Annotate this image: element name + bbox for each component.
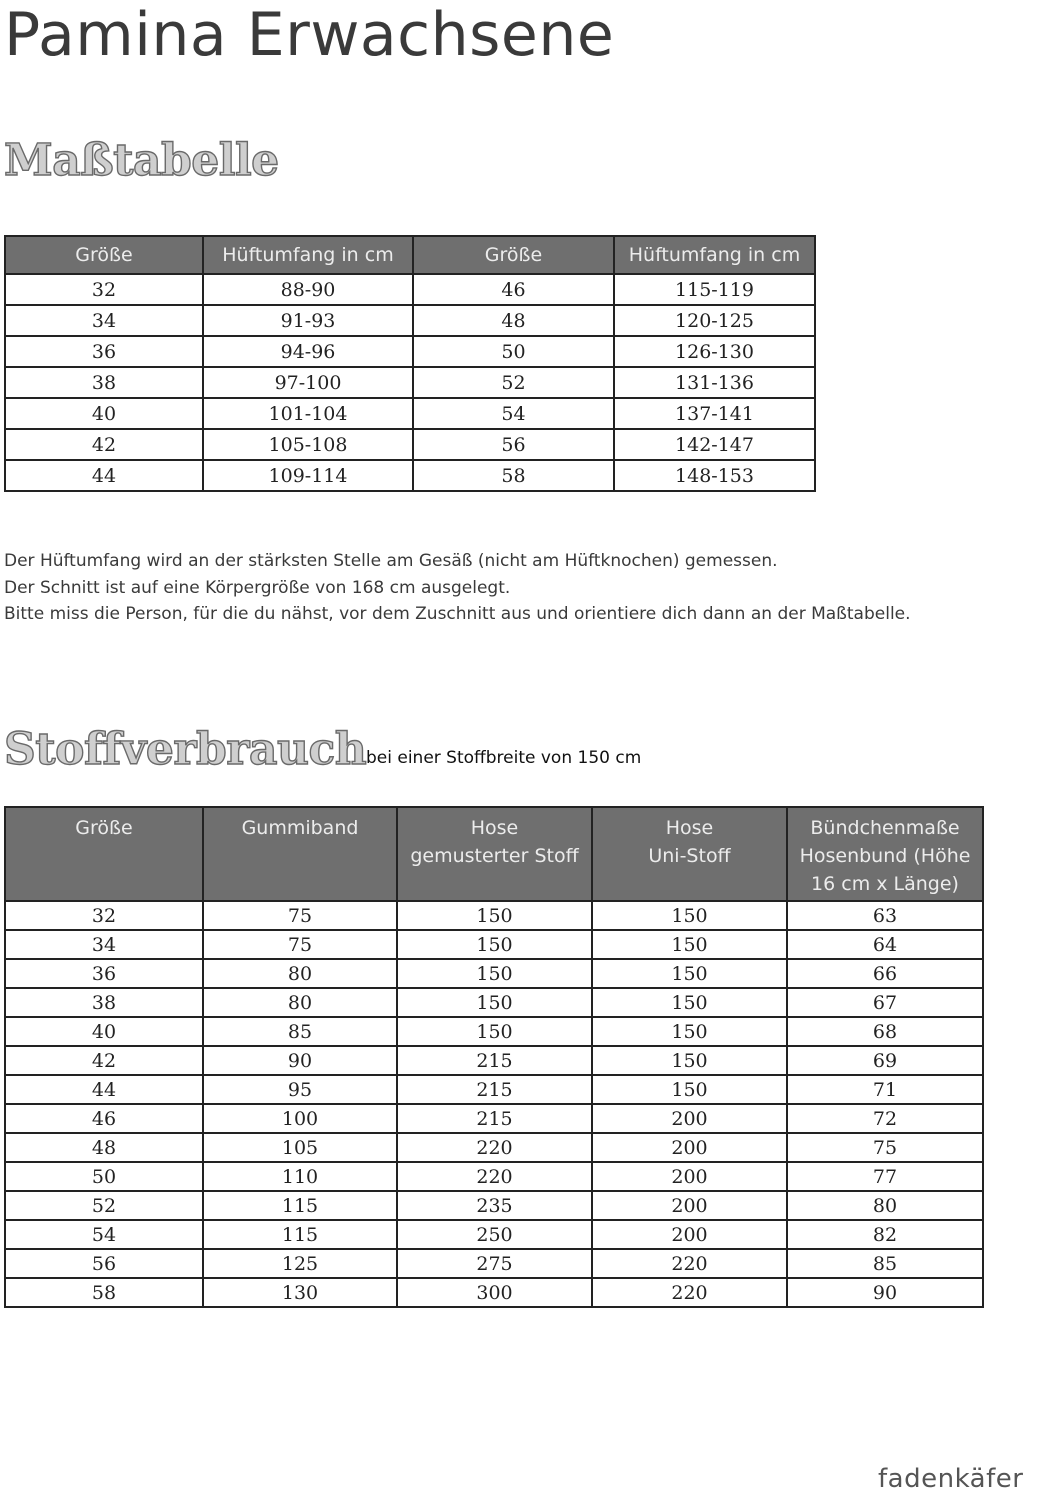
table-cell: 88-90 — [203, 274, 413, 305]
table-cell: 95 — [203, 1075, 397, 1104]
table-row — [5, 930, 983, 959]
table-cell: 77 — [787, 1162, 983, 1191]
table-cell: 32 — [5, 274, 203, 305]
table-cell: 75 — [787, 1133, 983, 1162]
header-cell — [203, 807, 397, 901]
table-cell: 150 — [592, 901, 787, 930]
table-cell: 109-114 — [203, 460, 413, 491]
size-chart-title: Maßtabelle — [4, 135, 279, 186]
table-row — [5, 336, 815, 367]
table-cell: 72 — [787, 1104, 983, 1133]
table-cell: 101-104 — [203, 398, 413, 429]
table-cell: 110 — [203, 1162, 397, 1191]
table-cell: 200 — [592, 1133, 787, 1162]
brand-logo: fadenkäfer — [878, 1464, 1024, 1494]
table-cell: 220 — [397, 1133, 592, 1162]
header-line: Hose — [470, 817, 519, 839]
table-cell: 64 — [787, 930, 983, 959]
table-cell: 80 — [787, 1191, 983, 1220]
table-cell: 40 — [5, 1017, 203, 1046]
table-cell: 40 — [5, 398, 203, 429]
table-cell: 115 — [203, 1191, 397, 1220]
table-cell: 220 — [592, 1278, 787, 1307]
table-cell: 85 — [203, 1017, 397, 1046]
table-cell: 150 — [592, 1046, 787, 1075]
table-cell: 69 — [787, 1046, 983, 1075]
table-cell: 80 — [203, 988, 397, 1017]
table-cell: 150 — [592, 988, 787, 1017]
table-header-row — [5, 236, 815, 274]
table-cell: 120-125 — [614, 305, 815, 336]
table-cell: 36 — [5, 959, 203, 988]
table-cell: 42 — [5, 1046, 203, 1075]
table-row — [5, 305, 815, 336]
table-row — [5, 959, 983, 988]
table-row — [5, 1133, 983, 1162]
table-row — [5, 1046, 983, 1075]
header-cell — [787, 807, 983, 901]
table-cell: 54 — [5, 1220, 203, 1249]
table-row — [5, 274, 815, 305]
header-line: gemusterter Stoff — [410, 845, 579, 867]
header-cell: Hüftumfang in cm — [203, 236, 413, 274]
header-cell: Größe — [5, 236, 203, 274]
table-row — [5, 901, 983, 930]
table-cell: 50 — [413, 336, 614, 367]
table-cell: 75 — [203, 930, 397, 959]
table-cell: 150 — [592, 959, 787, 988]
table-row — [5, 1220, 983, 1249]
header-cell — [592, 807, 787, 901]
table-row — [5, 1191, 983, 1220]
table-cell: 90 — [787, 1278, 983, 1307]
table-cell: 67 — [787, 988, 983, 1017]
table-cell: 54 — [413, 398, 614, 429]
table-cell: 150 — [397, 959, 592, 988]
header-line: Größe — [75, 817, 133, 839]
table-cell: 38 — [5, 988, 203, 1017]
table-cell: 131-136 — [614, 367, 815, 398]
header-cell — [397, 807, 592, 901]
table-cell: 85 — [787, 1249, 983, 1278]
table-cell: 90 — [203, 1046, 397, 1075]
header-line: Uni-Stoff — [648, 845, 731, 867]
table-cell: 80 — [203, 959, 397, 988]
size-chart-body — [5, 274, 815, 491]
page-title: Pamina Erwachsene — [4, 0, 615, 70]
table-cell: 150 — [397, 901, 592, 930]
table-cell: 200 — [592, 1162, 787, 1191]
table-cell: 52 — [413, 367, 614, 398]
table-cell: 82 — [787, 1220, 983, 1249]
table-header-row — [5, 807, 983, 901]
table-cell: 68 — [787, 1017, 983, 1046]
table-cell: 105 — [203, 1133, 397, 1162]
notes — [4, 548, 1024, 628]
table-cell: 200 — [592, 1220, 787, 1249]
table-cell: 44 — [5, 1075, 203, 1104]
table-cell: 48 — [413, 305, 614, 336]
table-cell: 42 — [5, 429, 203, 460]
table-cell: 75 — [203, 901, 397, 930]
table-cell: 63 — [787, 901, 983, 930]
table-cell: 215 — [397, 1104, 592, 1133]
fabric-title: Stoffverbrauch — [4, 724, 367, 775]
table-cell: 44 — [5, 460, 203, 491]
table-cell: 150 — [592, 1017, 787, 1046]
table-row — [5, 1162, 983, 1191]
header-cell: Hüftumfang in cm — [614, 236, 815, 274]
table-cell: 34 — [5, 305, 203, 336]
table-cell: 36 — [5, 336, 203, 367]
note-line: Der Schnitt ist auf eine Körpergröße von 168 cm ausgelegt. — [4, 577, 511, 598]
table-cell: 58 — [5, 1278, 203, 1307]
table-cell: 220 — [397, 1162, 592, 1191]
table-cell: 38 — [5, 367, 203, 398]
table-cell: 58 — [413, 460, 614, 491]
table-cell: 220 — [592, 1249, 787, 1278]
table-cell: 66 — [787, 959, 983, 988]
fabric-table-body — [5, 901, 983, 1307]
table-row — [5, 1249, 983, 1278]
table-cell: 56 — [5, 1249, 203, 1278]
table-row — [5, 398, 815, 429]
table-cell: 200 — [592, 1104, 787, 1133]
table-cell: 32 — [5, 901, 203, 930]
note-line: Der Hüftumfang wird an der stärksten Stelle am Gesäß (nicht am Hüftknochen) gemessen. — [4, 551, 778, 571]
header-cell — [5, 807, 203, 901]
table-cell: 250 — [397, 1220, 592, 1249]
table-row — [5, 460, 815, 491]
table-cell: 215 — [397, 1075, 592, 1104]
table-cell: 130 — [203, 1278, 397, 1307]
table-cell: 50 — [5, 1162, 203, 1191]
table-row — [5, 988, 983, 1017]
table-cell: 46 — [5, 1104, 203, 1133]
table-cell: 150 — [397, 930, 592, 959]
table-cell: 125 — [203, 1249, 397, 1278]
table-cell: 105-108 — [203, 429, 413, 460]
table-cell: 126-130 — [614, 336, 815, 367]
table-cell: 150 — [397, 1017, 592, 1046]
table-cell: 137-141 — [614, 398, 815, 429]
table-cell: 94-96 — [203, 336, 413, 367]
table-row — [5, 367, 815, 398]
table-row — [5, 429, 815, 460]
table-cell: 215 — [397, 1046, 592, 1075]
header-line: Hose — [665, 817, 714, 839]
table-cell: 150 — [592, 930, 787, 959]
table-row — [5, 1278, 983, 1307]
header-line: 16 cm x Länge) — [811, 873, 959, 895]
table-cell: 91-93 — [203, 305, 413, 336]
size-chart-table — [4, 235, 816, 492]
note-line: Bitte miss die Person, für die du nähst, vor dem Zuschnitt aus und orientiere dich dann an der Maßtabelle. — [4, 604, 911, 624]
table-cell: 56 — [413, 429, 614, 460]
table-cell: 48 — [5, 1133, 203, 1162]
table-cell: 115 — [203, 1220, 397, 1249]
table-cell: 150 — [592, 1075, 787, 1104]
table-cell: 71 — [787, 1075, 983, 1104]
fabric-table — [4, 806, 984, 1308]
table-cell: 235 — [397, 1191, 592, 1220]
table-cell: 34 — [5, 930, 203, 959]
table-cell: 148-153 — [614, 460, 815, 491]
table-cell: 275 — [397, 1249, 592, 1278]
table-row — [5, 1104, 983, 1133]
table-cell: 97-100 — [203, 367, 413, 398]
table-cell: 52 — [5, 1191, 203, 1220]
table-cell: 100 — [203, 1104, 397, 1133]
header-cell: Größe — [413, 236, 614, 274]
fabric-subtitle: bei einer Stoffbreite von 150 cm — [366, 748, 642, 768]
header-line: Gummiband — [241, 817, 359, 839]
table-cell: 300 — [397, 1278, 592, 1307]
table-cell: 46 — [413, 274, 614, 305]
header-line: Hosenbund (Höhe — [799, 845, 971, 867]
table-row — [5, 1017, 983, 1046]
table-cell: 200 — [592, 1191, 787, 1220]
table-cell: 115-119 — [614, 274, 815, 305]
table-row — [5, 1075, 983, 1104]
table-cell: 150 — [397, 988, 592, 1017]
table-cell: 142-147 — [614, 429, 815, 460]
header-line: Bündchenmaße — [810, 817, 960, 839]
